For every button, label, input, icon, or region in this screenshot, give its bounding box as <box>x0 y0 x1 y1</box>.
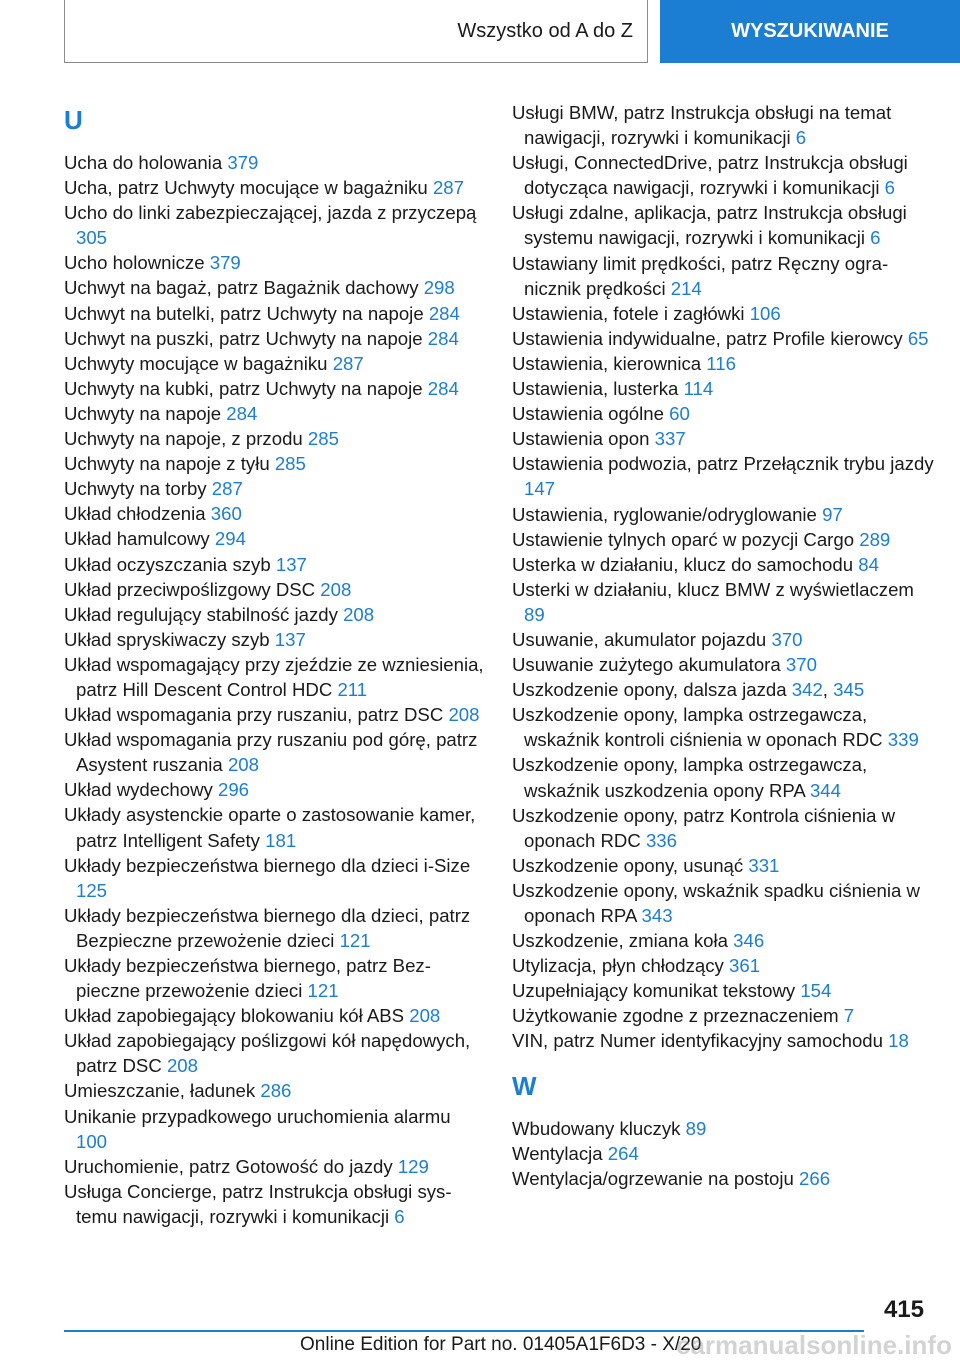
page-link[interactable]: 208 <box>320 578 352 600</box>
entry-text: Uszkodzenie opony, lampka ostrzegawcza, wskaźnik uszkodzenia opony RPA <box>512 754 868 801</box>
page-link[interactable]: 137 <box>274 628 306 650</box>
index-entry <box>512 376 936 401</box>
entry-text: Układ regulujący stabilność jazdy <box>64 603 338 625</box>
page-link[interactable]: 370 <box>785 654 817 676</box>
entry-text: Układy bezpieczeństwa biernego, patrz Bezpieczne przewożenie dzieci <box>64 955 431 1002</box>
entry-text: Ustawiany limit prędkości, patrz Ręczny ogranicznik prędkości <box>512 252 889 299</box>
page-link[interactable]: 360 <box>210 503 242 525</box>
entry-text: Uchwyty na napoje z tyłu <box>64 453 270 475</box>
entry-text: Ustawienia indywidualne, patrz Profile kierowcy <box>512 327 903 349</box>
index-entry <box>512 150 936 200</box>
entry-text: Uchwyty mocujące w bagażniku <box>64 352 328 374</box>
entry-text: Układ oczyszczania szyb <box>64 553 271 575</box>
page-link[interactable]: 97 <box>822 503 843 525</box>
page-link[interactable]: 208 <box>409 1005 441 1027</box>
page-link[interactable]: 336 <box>645 829 677 851</box>
page-link[interactable]: 65 <box>907 327 929 349</box>
page-link[interactable]: 6 <box>795 127 807 149</box>
entry-text: Uszkodzenie opony, lampka ostrzegawcza, wskaźnik kontroli ciśnienia w oponach RDC <box>512 704 883 751</box>
index-entry <box>64 376 484 401</box>
index-entry <box>64 577 484 602</box>
index-entry <box>64 1003 484 1028</box>
entry-text: Układ zapobiegający poślizgowi kół napędowych, patrz DSC <box>64 1030 471 1077</box>
page-link[interactable]: 89 <box>524 603 545 625</box>
index-entry <box>512 1166 936 1191</box>
entry-text: Uszkodzenie opony, wskaźnik spadku ciśnienia w oponach RPA <box>512 879 920 926</box>
entry-text: Układ zapobiegający blokowaniu kół ABS <box>64 1005 405 1027</box>
page-link[interactable]: 294 <box>214 528 246 550</box>
entry-text: Układ wspomagania przy ruszaniu, patrz DSC <box>64 704 444 726</box>
index-entry <box>512 100 936 150</box>
page-link[interactable]: 331 <box>748 854 780 876</box>
entry-list-u-right <box>512 100 936 1054</box>
index-entry <box>64 652 484 702</box>
entry-text: Uchwyt na bagaż, patrz Bagażnik dachowy <box>64 277 419 299</box>
entry-text: Ustawienie tylnych oparć w pozycji Cargo <box>512 528 855 550</box>
index-entry <box>64 250 484 275</box>
entry-text: Uchwyt na butelki, patrz Uchwyty na napoje <box>64 302 424 324</box>
index-entry <box>512 953 936 978</box>
page-link[interactable]: 121 <box>339 929 371 951</box>
index-entry <box>512 301 936 326</box>
index-entry <box>64 853 484 903</box>
index-entry <box>512 552 936 577</box>
index-entry <box>512 978 936 1003</box>
entry-text: Uchwyty na napoje, z przodu <box>64 428 303 450</box>
page-link[interactable]: 345 <box>833 679 865 701</box>
entry-text: Uchwyt na puszki, patrz Uchwyty na napoje <box>64 327 423 349</box>
tab-search[interactable]: WYSZUKIWANIE <box>660 0 960 63</box>
index-entry <box>64 1028 484 1078</box>
entry-text: Usterka w działaniu, klucz do samochodu <box>512 553 854 575</box>
index-entry <box>512 502 936 527</box>
index-entry <box>64 200 484 250</box>
entry-list-u-left <box>64 150 484 1229</box>
index-entry <box>64 777 484 802</box>
index-entry: Uszkodzenie opony, dalsza jazda 342, 345 <box>512 679 865 701</box>
entry-text: Ustawienia, ryglowanie/odryglowanie <box>512 503 817 525</box>
index-entry <box>512 401 936 426</box>
index-entry <box>64 1078 484 1103</box>
index-entry <box>512 351 936 376</box>
index-entry <box>64 301 484 326</box>
index-entry <box>512 803 936 853</box>
page-link[interactable]: 284 <box>427 377 459 399</box>
page-link[interactable]: 296 <box>218 779 250 801</box>
page-link[interactable]: 100 <box>76 1130 108 1152</box>
index-entry <box>64 351 484 376</box>
index-entry <box>64 627 484 652</box>
page-link[interactable]: 284 <box>428 302 460 324</box>
page-link[interactable]: 361 <box>729 955 761 977</box>
index-entry <box>64 401 484 426</box>
index-entry <box>64 1154 484 1179</box>
page-link[interactable]: 181 <box>265 829 297 851</box>
page-link[interactable]: 7 <box>843 1005 855 1027</box>
page-link[interactable]: 60 <box>669 403 690 425</box>
page-link[interactable]: 6 <box>884 177 895 199</box>
index-entry <box>64 702 484 727</box>
index-column-left <box>64 100 484 1229</box>
page-link[interactable]: 287 <box>432 177 464 199</box>
entry-text: Ustawienia, lusterka <box>512 378 679 400</box>
entry-text: Uzupełniający komunikat tekstowy <box>512 980 796 1002</box>
index-entry <box>512 878 936 928</box>
entry-text: Układ przeciwpoślizgowy DSC <box>64 578 316 600</box>
entry-text: Uszkodzenie opony, usunąć <box>512 854 744 876</box>
page-link[interactable]: 370 <box>771 628 803 650</box>
page-link[interactable]: 289 <box>859 528 891 550</box>
section-letter-w: W <box>512 1070 537 1101</box>
index-entry <box>64 476 484 501</box>
entry-text: Układ wspomagania przy ruszaniu pod górę, patrz Asystent ruszania <box>64 729 478 776</box>
entry-text: Ucho holownicze <box>64 252 205 274</box>
page-link[interactable]: 287 <box>332 352 364 374</box>
entry-text: Układ spryskiwaczy szyb <box>64 628 270 650</box>
index-entry <box>64 150 484 175</box>
entry-text: Uchwyty na torby <box>64 478 207 500</box>
entry-text: Układ wydechowy <box>64 779 213 801</box>
page-link[interactable]: 266 <box>799 1167 831 1189</box>
page-link[interactable]: 344 <box>809 779 841 801</box>
entry-text: Użytkowanie zgodne z przeznaczeniem <box>512 1005 839 1027</box>
index-entry <box>64 953 484 1003</box>
page-link[interactable]: 208 <box>343 603 375 625</box>
index-entry <box>512 426 936 451</box>
page-link[interactable]: 116 <box>706 352 736 374</box>
entry-text: Uchwyty na napoje <box>64 402 222 424</box>
page-link[interactable]: 286 <box>260 1080 292 1102</box>
page-link[interactable]: 211 <box>337 678 368 700</box>
page-link[interactable]: 114 <box>683 378 714 400</box>
index-entry <box>512 251 936 301</box>
entry-text: Ustawienia ogólne <box>512 403 664 425</box>
page-link[interactable]: 285 <box>307 428 339 450</box>
entry-text: Wbudowany kluczyk <box>512 1117 681 1139</box>
page-number: 415 <box>883 1296 924 1323</box>
entry-text: Uszkodzenie opony, patrz Kontrola ciśnienia w oponach RDC <box>512 804 896 851</box>
index-entry <box>64 602 484 627</box>
entry-text: Uszkodzenie, zmiana koła <box>512 930 728 952</box>
page-link[interactable]: 305 <box>76 227 108 249</box>
index-entry <box>512 652 936 677</box>
page-link[interactable]: 346 <box>733 930 765 952</box>
entry-text: Uchwyty na kubki, patrz Uchwyty na napoje <box>64 377 423 399</box>
index-entry <box>512 527 936 552</box>
page-link[interactable]: 298 <box>423 277 455 299</box>
page-link[interactable]: 154 <box>800 980 832 1002</box>
watermark: carmanualsonline.info <box>676 1330 952 1360</box>
index-entry <box>512 1028 936 1053</box>
index-entry <box>512 1116 936 1141</box>
page-link[interactable]: 342 <box>791 679 823 701</box>
entry-text: Układy bezpieczeństwa biernego dla dzieci, patrz Bezpieczne przewożenie dzieci <box>64 904 471 951</box>
index-entry <box>64 426 484 451</box>
page-link[interactable]: 89 <box>685 1117 707 1139</box>
page-link[interactable]: 147 <box>524 478 556 500</box>
index-entry <box>512 200 936 250</box>
entry-text: Usługi BMW, patrz Instrukcja obsługi na temat nawigacji, rozrywki i komunikacji <box>512 102 892 149</box>
edition-note: Online Edition for Part no. 01405A1F6D3 - X/20 <box>300 1334 702 1355</box>
entry-text: VIN, patrz Numer identyfikacyjny samochodu <box>512 1030 883 1052</box>
page-link[interactable]: 264 <box>607 1142 639 1164</box>
index-entry <box>64 727 484 777</box>
index-entry <box>64 552 484 577</box>
page-link[interactable]: 208 <box>166 1055 198 1077</box>
page-link[interactable]: 18 <box>888 1030 909 1052</box>
entry-text: Układ chłodzenia <box>64 503 206 525</box>
index-entry <box>512 627 936 652</box>
entry-text: Wentylacja/ogrzewanie na postoju <box>512 1167 794 1189</box>
entry-text: Układy asystenckie oparte o zastosowanie kamer, patrz Intelligent Safety <box>64 804 476 851</box>
entry-text: Ucha, patrz Uchwyty mocujące w bagażniku <box>64 177 428 199</box>
index-entry <box>64 1179 484 1229</box>
entry-text: Ucho do linki zabezpieczającej, jazda z przyczepą <box>64 202 477 224</box>
page-link[interactable]: 214 <box>670 277 702 299</box>
index-entry <box>64 802 484 852</box>
page-link[interactable]: 121 <box>307 980 339 1002</box>
entry-text: Utylizacja, płyn chłodzący <box>512 955 724 977</box>
entry-text: Usuwanie zużytego akumulatora <box>512 654 781 676</box>
page-link[interactable]: 106 <box>749 302 781 324</box>
index-entry <box>512 577 936 627</box>
index-entry <box>64 275 484 300</box>
index-entry <box>512 853 936 878</box>
entry-text: Unikanie przypadkowego uruchomienia alarmu <box>64 1105 451 1127</box>
index-entry <box>64 501 484 526</box>
page-link[interactable]: 337 <box>654 428 686 450</box>
index-entry <box>512 928 936 953</box>
page-link[interactable]: 137 <box>275 553 307 575</box>
tab-index-a-z[interactable]: Wszystko od A do Z <box>64 0 648 63</box>
entry-text: Ucha do holowania <box>64 152 223 173</box>
entry-text: Układ hamulcowy <box>64 528 210 550</box>
entry-text: Ustawienia, fotele i zagłówki <box>512 302 745 324</box>
page-link[interactable]: 343 <box>641 905 673 926</box>
page-link[interactable]: 285 <box>274 453 306 475</box>
index-entry <box>512 326 936 351</box>
index-entry <box>512 451 936 501</box>
index-entry <box>64 451 484 476</box>
entry-text: Wentylacja <box>512 1142 603 1164</box>
page-link[interactable]: 208 <box>227 754 259 776</box>
page-link[interactable]: 379 <box>209 252 241 274</box>
index-entry <box>512 1141 936 1166</box>
section-letter-u: U <box>64 105 83 135</box>
entry-text: Usługi, ConnectedDrive, patrz Instrukcja obsługi dotycząca nawigacji, rozrywki i komunikacji <box>512 152 908 199</box>
entry-text: Ustawienia podwozia, patrz Przełącznik trybu jazdy <box>512 453 934 475</box>
page-link[interactable]: 284 <box>427 327 459 349</box>
entry-text: Usuwanie, akumulator pojazdu <box>512 628 767 650</box>
entry-text: Usterki w działaniu, klucz BMW z wyświetlaczem <box>512 578 914 600</box>
entry-text: Ustawienia, kierownica <box>512 352 702 374</box>
entry-text: Ustawienia opon <box>512 428 650 450</box>
index-entry <box>64 326 484 351</box>
page-link[interactable]: 6 <box>394 1205 405 1227</box>
page-link[interactable]: 379 <box>227 152 259 173</box>
index-entry <box>512 752 936 802</box>
entry-list-w <box>512 1116 936 1191</box>
index-entry <box>512 1003 936 1028</box>
page-link[interactable]: 125 <box>76 879 108 901</box>
entry-text: Umieszczanie, ładunek <box>64 1080 256 1102</box>
page-link[interactable]: 339 <box>887 729 919 751</box>
index-entry <box>64 903 484 953</box>
page-link[interactable]: 287 <box>211 478 243 500</box>
page-link[interactable]: 6 <box>870 227 881 249</box>
entry-text: Usługi zdalne, aplikacja, patrz Instrukcja obsługi systemu nawigacji, rozrywki i komunikacji <box>512 202 907 249</box>
entry-text: Uszkodzenie opony, dalsza jazda <box>512 679 787 701</box>
entry-text: Uruchomienie, patrz Gotowość do jazdy <box>64 1155 393 1177</box>
page-link[interactable]: 129 <box>397 1155 429 1177</box>
index-column-right <box>512 100 936 1191</box>
index-entry <box>512 702 936 752</box>
page-link[interactable]: 84 <box>858 553 879 575</box>
page-link[interactable]: 284 <box>226 402 258 424</box>
index-entry <box>64 1104 484 1154</box>
index-entry <box>64 175 484 200</box>
entry-text: Układy bezpieczeństwa biernego dla dzieci i-Size <box>64 854 471 876</box>
index-entry <box>64 526 484 551</box>
entry-text: Usługa Concierge, patrz Instrukcja obsługi systemu nawigacji, rozrywki i komunikacji <box>64 1180 452 1227</box>
page-link[interactable]: 208 <box>448 704 480 726</box>
entry-text: Układ wspomagający przy zjeździe ze wzniesienia, patrz Hill Descent Control HDC <box>64 653 484 700</box>
